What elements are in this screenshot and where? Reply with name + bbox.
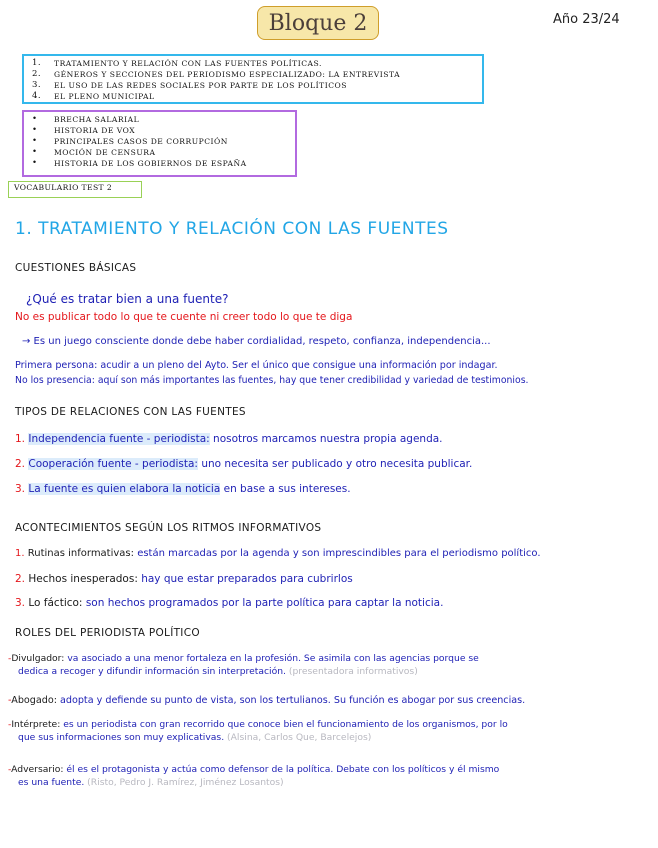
list-item: 1. Independencia fuente - periodista: nosotros marcamos nuestra propia agenda.: [15, 433, 443, 445]
subheading-acontecimientos: ACONTECIMIENTOS SEGÚN LOS RITMOS INFORMATIVOS: [15, 522, 322, 534]
page-title-text: Bloque 2: [268, 10, 368, 36]
topic-item: 3. EL USO DE LAS REDES SOCIALES POR PARTE DE LOS POLÍTICOS: [32, 80, 347, 90]
extra-topic-item: • BRECHA SALARIAL: [32, 114, 140, 124]
role-abogado: -Abogado: adopta y defiende su punto de vista, son los tertulianos. Su función es abogar por sus creencias.: [8, 695, 526, 706]
academic-year: Año 23/24: [553, 12, 620, 27]
topics-box: [22, 54, 484, 104]
list-item: 2. Hechos inesperados: hay que estar preparados para cubrirlos: [15, 573, 353, 585]
subheading-tipos: TIPOS DE RELACIONES CON LAS FUENTES: [15, 406, 246, 418]
extra-topic-item: • MOCIÓN DE CENSURA: [32, 147, 156, 157]
topic-item: 1. TRATAMIENTO Y RELACIÓN CON LAS FUENTES POLÍTICAS.: [32, 58, 322, 68]
answer-line: No es publicar todo lo que te cuente ni creer todo lo que te diga: [15, 311, 353, 323]
subheading-roles: ROLES DEL PERIODISTA POLÍTICO: [15, 627, 200, 639]
list-item: 1. Rutinas informativas: están marcadas por la agenda y son imprescindibles para el periodismo político.: [15, 548, 541, 559]
role-adversario: -Adversario: él es el protagonista y actúa como defensor de la política. Debate con los políticos y él mismo es una fuente. (Risto, Pedro J. Ramírez, Jiménez Losantos): [8, 764, 500, 788]
list-item: 2. Cooperación fuente - periodista: uno necesita ser publicado y otro necesita publicar.: [15, 458, 473, 470]
vocab-label: VOCABULARIO TEST 2: [8, 181, 142, 198]
extra-topic-item: • HISTORIA DE VOX: [32, 125, 136, 135]
arrow-line: → Es un juego consciente donde debe haber cordialidad, respeto, confianza, independencia...: [22, 336, 491, 347]
page-title: [257, 6, 379, 40]
extra-topics-box: [22, 110, 297, 177]
subheading-cuestiones: CUESTIONES BÁSICAS: [15, 262, 137, 274]
topic-item: 4. EL PLENO MUNICIPAL: [32, 91, 155, 101]
extra-topic-item: • PRINCIPALES CASOS DE CORRUPCIÓN: [32, 136, 228, 146]
role-divulgador: -Divulgador: va asociado a una menor fortaleza en la profesión. Se asimila con las agencias porque se dedica a recoger y difundir información sin interpretación. (presentadora informativos): [8, 653, 479, 677]
extra-topic-item: • HISTORIA DE LOS GOBIERNOS DE ESPAÑA: [32, 158, 247, 168]
primera-persona-line: Primera persona: acudir a un pleno del Ayto. Ser el único que consigue una información por indagar.: [15, 360, 498, 371]
no-presencia-line: No los presencia: aquí son más importantes las fuentes, hay que tener credibilidad y variedad de testimonios.: [15, 375, 529, 386]
section-heading: 1. TRATAMIENTO Y RELACIÓN CON LAS FUENTES: [15, 219, 449, 239]
role-interprete: -Intérprete: es un periodista con gran recorrido que conoce bien el funcionamiento de los organismos, por lo que sus informaciones son muy explicativas. (Alsina, Carlos Que, Barcelejos): [8, 719, 508, 743]
list-item: 3. La fuente es quien elabora la noticia en base a sus intereses.: [15, 483, 351, 495]
question-line: ¿Qué es tratar bien a una fuente?: [26, 292, 229, 306]
list-item: 3. Lo fáctico: son hechos programados por la parte política para captar la noticia.: [15, 597, 444, 609]
topic-item: 2. GÉNEROS Y SECCIONES DEL PERIODISMO ESPECIALIZADO: LA ENTREVISTA: [32, 69, 401, 79]
